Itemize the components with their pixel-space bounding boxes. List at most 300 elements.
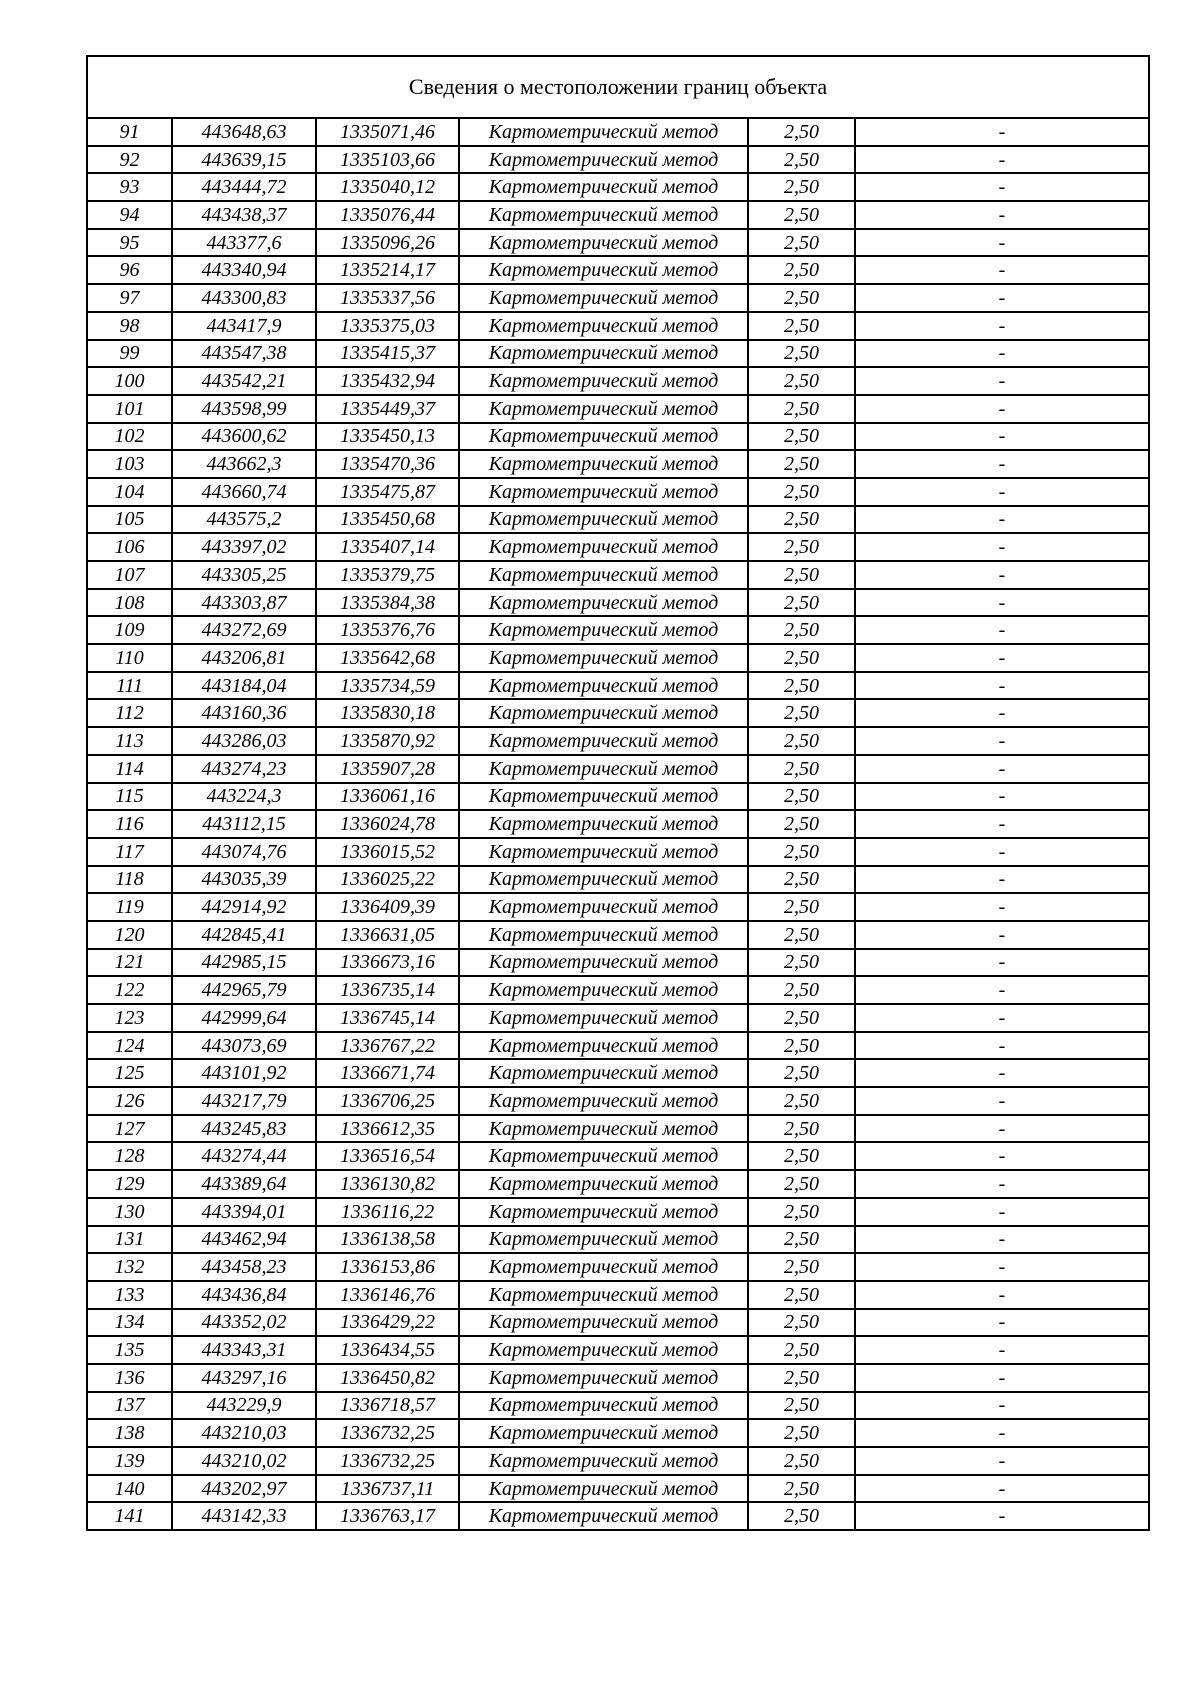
point-number-cell: 98 [87, 312, 172, 340]
point-number-cell: 113 [87, 727, 172, 755]
table-row [87, 1115, 1149, 1143]
accuracy-cell: 2,50 [748, 699, 855, 727]
method-cell: Картометрический метод [459, 589, 748, 617]
x-coordinate-cell: 443286,03 [172, 727, 316, 755]
x-coordinate-cell: 443300,83 [172, 284, 316, 312]
point-number-cell: 131 [87, 1226, 172, 1254]
accuracy-cell: 2,50 [748, 1392, 855, 1420]
description-cell: - [855, 1004, 1149, 1032]
x-coordinate-cell: 443660,74 [172, 478, 316, 506]
method-cell: Картометрический метод [459, 921, 748, 949]
y-coordinate-cell: 1336024,78 [316, 810, 459, 838]
method-cell: Картометрический метод [459, 450, 748, 478]
table-row [87, 866, 1149, 894]
description-cell: - [855, 423, 1149, 451]
x-coordinate-cell: 443389,64 [172, 1170, 316, 1198]
table-row [87, 1281, 1149, 1309]
accuracy-cell: 2,50 [748, 1364, 855, 1392]
accuracy-cell: 2,50 [748, 340, 855, 368]
method-cell: Картометрический метод [459, 312, 748, 340]
y-coordinate-cell: 1336130,82 [316, 1170, 459, 1198]
table-title-row [87, 56, 1149, 118]
point-number-cell: 136 [87, 1364, 172, 1392]
y-coordinate-cell: 1336671,74 [316, 1059, 459, 1087]
point-number-cell: 119 [87, 893, 172, 921]
y-coordinate-cell: 1336732,25 [316, 1419, 459, 1447]
accuracy-cell: 2,50 [748, 478, 855, 506]
description-cell: - [855, 727, 1149, 755]
accuracy-cell: 2,50 [748, 949, 855, 977]
point-number-cell: 93 [87, 173, 172, 201]
point-number-cell: 91 [87, 118, 172, 146]
y-coordinate-cell: 1336718,57 [316, 1392, 459, 1420]
method-cell: Картометрический метод [459, 367, 748, 395]
method-cell: Картометрический метод [459, 256, 748, 284]
accuracy-cell: 2,50 [748, 1087, 855, 1115]
point-number-cell: 115 [87, 783, 172, 811]
point-number-cell: 137 [87, 1392, 172, 1420]
point-number-cell: 134 [87, 1309, 172, 1337]
method-cell: Картометрический метод [459, 838, 748, 866]
y-coordinate-cell: 1335337,56 [316, 284, 459, 312]
point-number-cell: 135 [87, 1336, 172, 1364]
accuracy-cell: 2,50 [748, 1253, 855, 1281]
x-coordinate-cell: 443343,31 [172, 1336, 316, 1364]
y-coordinate-cell: 1335379,75 [316, 561, 459, 589]
table-row [87, 118, 1149, 146]
description-cell: - [855, 284, 1149, 312]
method-cell: Картометрический метод [459, 1087, 748, 1115]
description-cell: - [855, 672, 1149, 700]
x-coordinate-cell: 443598,99 [172, 395, 316, 423]
method-cell: Картометрический метод [459, 340, 748, 368]
table-row [87, 1392, 1149, 1420]
description-cell: - [855, 533, 1149, 561]
method-cell: Картометрический метод [459, 1309, 748, 1337]
method-cell: Картометрический метод [459, 755, 748, 783]
method-cell: Картометрический метод [459, 1004, 748, 1032]
point-number-cell: 132 [87, 1253, 172, 1281]
y-coordinate-cell: 1336116,22 [316, 1198, 459, 1226]
y-coordinate-cell: 1335415,37 [316, 340, 459, 368]
description-cell: - [855, 450, 1149, 478]
method-cell: Картометрический метод [459, 423, 748, 451]
accuracy-cell: 2,50 [748, 1004, 855, 1032]
table-row [87, 1309, 1149, 1337]
point-number-cell: 118 [87, 866, 172, 894]
description-cell: - [855, 1475, 1149, 1503]
point-number-cell: 122 [87, 976, 172, 1004]
y-coordinate-cell: 1335907,28 [316, 755, 459, 783]
table-row [87, 1475, 1149, 1503]
y-coordinate-cell: 1336516,54 [316, 1142, 459, 1170]
x-coordinate-cell: 443394,01 [172, 1198, 316, 1226]
y-coordinate-cell: 1336673,16 [316, 949, 459, 977]
x-coordinate-cell: 443202,97 [172, 1475, 316, 1503]
accuracy-cell: 2,50 [748, 1419, 855, 1447]
point-number-cell: 110 [87, 644, 172, 672]
x-coordinate-cell: 443542,21 [172, 367, 316, 395]
point-number-cell: 140 [87, 1475, 172, 1503]
table-row [87, 450, 1149, 478]
point-number-cell: 121 [87, 949, 172, 977]
x-coordinate-cell: 443600,62 [172, 423, 316, 451]
x-coordinate-cell: 442985,15 [172, 949, 316, 977]
accuracy-cell: 2,50 [748, 644, 855, 672]
table-row [87, 1198, 1149, 1226]
accuracy-cell: 2,50 [748, 173, 855, 201]
description-cell: - [855, 589, 1149, 617]
x-coordinate-cell: 443462,94 [172, 1226, 316, 1254]
y-coordinate-cell: 1335450,13 [316, 423, 459, 451]
description-cell: - [855, 1198, 1149, 1226]
x-coordinate-cell: 443206,81 [172, 644, 316, 672]
y-coordinate-cell: 1336612,35 [316, 1115, 459, 1143]
accuracy-cell: 2,50 [748, 1447, 855, 1475]
accuracy-cell: 2,50 [748, 1198, 855, 1226]
table-row [87, 1502, 1149, 1530]
point-number-cell: 101 [87, 395, 172, 423]
y-coordinate-cell: 1335384,38 [316, 589, 459, 617]
point-number-cell: 114 [87, 755, 172, 783]
x-coordinate-cell: 443101,92 [172, 1059, 316, 1087]
accuracy-cell: 2,50 [748, 1059, 855, 1087]
x-coordinate-cell: 443142,33 [172, 1502, 316, 1530]
description-cell: - [855, 893, 1149, 921]
x-coordinate-cell: 443297,16 [172, 1364, 316, 1392]
method-cell: Картометрический метод [459, 478, 748, 506]
point-number-cell: 133 [87, 1281, 172, 1309]
description-cell: - [855, 1059, 1149, 1087]
method-cell: Картометрический метод [459, 893, 748, 921]
table-row [87, 838, 1149, 866]
table-row [87, 1336, 1149, 1364]
document-page [86, 55, 1148, 1531]
table-row [87, 367, 1149, 395]
y-coordinate-cell: 1335432,94 [316, 367, 459, 395]
method-cell: Картометрический метод [459, 1032, 748, 1060]
accuracy-cell: 2,50 [748, 506, 855, 534]
x-coordinate-cell: 443305,25 [172, 561, 316, 589]
y-coordinate-cell: 1336732,25 [316, 1447, 459, 1475]
accuracy-cell: 2,50 [748, 1032, 855, 1060]
x-coordinate-cell: 443210,02 [172, 1447, 316, 1475]
point-number-cell: 102 [87, 423, 172, 451]
method-cell: Картометрический метод [459, 284, 748, 312]
point-number-cell: 107 [87, 561, 172, 589]
accuracy-cell: 2,50 [748, 284, 855, 312]
description-cell: - [855, 699, 1149, 727]
table-row [87, 810, 1149, 838]
table-row [87, 1419, 1149, 1447]
y-coordinate-cell: 1335376,76 [316, 616, 459, 644]
accuracy-cell: 2,50 [748, 395, 855, 423]
accuracy-cell: 2,50 [748, 727, 855, 755]
table-row [87, 561, 1149, 589]
point-number-cell: 97 [87, 284, 172, 312]
table-row [87, 672, 1149, 700]
accuracy-cell: 2,50 [748, 1336, 855, 1364]
x-coordinate-cell: 443547,38 [172, 340, 316, 368]
point-number-cell: 141 [87, 1502, 172, 1530]
y-coordinate-cell: 1336450,82 [316, 1364, 459, 1392]
y-coordinate-cell: 1336015,52 [316, 838, 459, 866]
point-number-cell: 120 [87, 921, 172, 949]
y-coordinate-cell: 1336745,14 [316, 1004, 459, 1032]
table-row [87, 1253, 1149, 1281]
point-number-cell: 125 [87, 1059, 172, 1087]
point-number-cell: 123 [87, 1004, 172, 1032]
description-cell: - [855, 506, 1149, 534]
table-row [87, 783, 1149, 811]
y-coordinate-cell: 1335449,37 [316, 395, 459, 423]
boundary-coordinates-table [86, 55, 1150, 1531]
table-row [87, 1087, 1149, 1115]
method-cell: Картометрический метод [459, 644, 748, 672]
y-coordinate-cell: 1335071,46 [316, 118, 459, 146]
description-cell: - [855, 1032, 1149, 1060]
table-row [87, 478, 1149, 506]
description-cell: - [855, 173, 1149, 201]
description-cell: - [855, 644, 1149, 672]
table-row [87, 1032, 1149, 1060]
method-cell: Картометрический метод [459, 118, 748, 146]
method-cell: Картометрический метод [459, 727, 748, 755]
x-coordinate-cell: 443639,15 [172, 146, 316, 174]
table-row [87, 893, 1149, 921]
method-cell: Картометрический метод [459, 1198, 748, 1226]
description-cell: - [855, 256, 1149, 284]
method-cell: Картометрический метод [459, 1336, 748, 1364]
description-cell: - [855, 478, 1149, 506]
description-cell: - [855, 1226, 1149, 1254]
table-row [87, 146, 1149, 174]
point-number-cell: 139 [87, 1447, 172, 1475]
x-coordinate-cell: 442999,64 [172, 1004, 316, 1032]
y-coordinate-cell: 1336767,22 [316, 1032, 459, 1060]
table-row [87, 921, 1149, 949]
y-coordinate-cell: 1336153,86 [316, 1253, 459, 1281]
y-coordinate-cell: 1335870,92 [316, 727, 459, 755]
table-row [87, 201, 1149, 229]
table-row [87, 976, 1149, 1004]
description-cell: - [855, 395, 1149, 423]
x-coordinate-cell: 443274,44 [172, 1142, 316, 1170]
method-cell: Картометрический метод [459, 146, 748, 174]
x-coordinate-cell: 443377,6 [172, 229, 316, 257]
description-cell: - [855, 229, 1149, 257]
table-row [87, 1226, 1149, 1254]
method-cell: Картометрический метод [459, 1142, 748, 1170]
description-cell: - [855, 146, 1149, 174]
point-number-cell: 112 [87, 699, 172, 727]
x-coordinate-cell: 443112,15 [172, 810, 316, 838]
description-cell: - [855, 838, 1149, 866]
x-coordinate-cell: 443224,3 [172, 783, 316, 811]
x-coordinate-cell: 443210,03 [172, 1419, 316, 1447]
accuracy-cell: 2,50 [748, 256, 855, 284]
method-cell: Картометрический метод [459, 783, 748, 811]
method-cell: Картометрический метод [459, 533, 748, 561]
y-coordinate-cell: 1336631,05 [316, 921, 459, 949]
y-coordinate-cell: 1335470,36 [316, 450, 459, 478]
table-row [87, 340, 1149, 368]
point-number-cell: 96 [87, 256, 172, 284]
table-row [87, 1059, 1149, 1087]
accuracy-cell: 2,50 [748, 118, 855, 146]
method-cell: Картометрический метод [459, 949, 748, 977]
table-row [87, 949, 1149, 977]
y-coordinate-cell: 1335475,87 [316, 478, 459, 506]
accuracy-cell: 2,50 [748, 1475, 855, 1503]
table-body [87, 118, 1149, 1530]
y-coordinate-cell: 1336138,58 [316, 1226, 459, 1254]
method-cell: Картометрический метод [459, 1447, 748, 1475]
x-coordinate-cell: 443458,23 [172, 1253, 316, 1281]
table-row [87, 644, 1149, 672]
description-cell: - [855, 976, 1149, 1004]
y-coordinate-cell: 1336434,55 [316, 1336, 459, 1364]
method-cell: Картометрический метод [459, 699, 748, 727]
method-cell: Картометрический метод [459, 976, 748, 1004]
description-cell: - [855, 1392, 1149, 1420]
x-coordinate-cell: 442965,79 [172, 976, 316, 1004]
x-coordinate-cell: 443575,2 [172, 506, 316, 534]
accuracy-cell: 2,50 [748, 810, 855, 838]
accuracy-cell: 2,50 [748, 1502, 855, 1530]
table-row [87, 699, 1149, 727]
point-number-cell: 130 [87, 1198, 172, 1226]
point-number-cell: 100 [87, 367, 172, 395]
table-row [87, 312, 1149, 340]
x-coordinate-cell: 443074,76 [172, 838, 316, 866]
accuracy-cell: 2,50 [748, 201, 855, 229]
point-number-cell: 104 [87, 478, 172, 506]
y-coordinate-cell: 1335076,44 [316, 201, 459, 229]
accuracy-cell: 2,50 [748, 783, 855, 811]
y-coordinate-cell: 1336146,76 [316, 1281, 459, 1309]
description-cell: - [855, 1087, 1149, 1115]
point-number-cell: 116 [87, 810, 172, 838]
y-coordinate-cell: 1335103,66 [316, 146, 459, 174]
accuracy-cell: 2,50 [748, 450, 855, 478]
method-cell: Картометрический метод [459, 672, 748, 700]
description-cell: - [855, 561, 1149, 589]
point-number-cell: 138 [87, 1419, 172, 1447]
accuracy-cell: 2,50 [748, 976, 855, 1004]
method-cell: Картометрический метод [459, 229, 748, 257]
accuracy-cell: 2,50 [748, 533, 855, 561]
accuracy-cell: 2,50 [748, 1281, 855, 1309]
y-coordinate-cell: 1336409,39 [316, 893, 459, 921]
method-cell: Картометрический метод [459, 561, 748, 589]
accuracy-cell: 2,50 [748, 838, 855, 866]
method-cell: Картометрический метод [459, 1170, 748, 1198]
table-row [87, 506, 1149, 534]
description-cell: - [855, 1447, 1149, 1475]
y-coordinate-cell: 1336737,11 [316, 1475, 459, 1503]
table-row [87, 1447, 1149, 1475]
method-cell: Картометрический метод [459, 1392, 748, 1420]
x-coordinate-cell: 443229,9 [172, 1392, 316, 1420]
description-cell: - [855, 755, 1149, 783]
point-number-cell: 111 [87, 672, 172, 700]
y-coordinate-cell: 1336763,17 [316, 1502, 459, 1530]
x-coordinate-cell: 443073,69 [172, 1032, 316, 1060]
method-cell: Картометрический метод [459, 201, 748, 229]
table-row [87, 284, 1149, 312]
y-coordinate-cell: 1335096,26 [316, 229, 459, 257]
method-cell: Картометрический метод [459, 1419, 748, 1447]
method-cell: Картометрический метод [459, 1059, 748, 1087]
x-coordinate-cell: 443436,84 [172, 1281, 316, 1309]
point-number-cell: 105 [87, 506, 172, 534]
description-cell: - [855, 783, 1149, 811]
y-coordinate-cell: 1335375,03 [316, 312, 459, 340]
table-row [87, 423, 1149, 451]
y-coordinate-cell: 1335830,18 [316, 699, 459, 727]
table-row [87, 229, 1149, 257]
x-coordinate-cell: 443417,9 [172, 312, 316, 340]
x-coordinate-cell: 443303,87 [172, 589, 316, 617]
accuracy-cell: 2,50 [748, 616, 855, 644]
x-coordinate-cell: 443184,04 [172, 672, 316, 700]
method-cell: Картометрический метод [459, 810, 748, 838]
description-cell: - [855, 1419, 1149, 1447]
description-cell: - [855, 118, 1149, 146]
description-cell: - [855, 1253, 1149, 1281]
table-row [87, 1142, 1149, 1170]
accuracy-cell: 2,50 [748, 755, 855, 783]
point-number-cell: 117 [87, 838, 172, 866]
accuracy-cell: 2,50 [748, 893, 855, 921]
description-cell: - [855, 1281, 1149, 1309]
method-cell: Картометрический метод [459, 866, 748, 894]
method-cell: Картометрический метод [459, 173, 748, 201]
y-coordinate-cell: 1336429,22 [316, 1309, 459, 1337]
point-number-cell: 108 [87, 589, 172, 617]
accuracy-cell: 2,50 [748, 146, 855, 174]
accuracy-cell: 2,50 [748, 1115, 855, 1143]
y-coordinate-cell: 1336706,25 [316, 1087, 459, 1115]
x-coordinate-cell: 443340,94 [172, 256, 316, 284]
table-row [87, 727, 1149, 755]
point-number-cell: 106 [87, 533, 172, 561]
y-coordinate-cell: 1335642,68 [316, 644, 459, 672]
accuracy-cell: 2,50 [748, 1226, 855, 1254]
y-coordinate-cell: 1336025,22 [316, 866, 459, 894]
description-cell: - [855, 340, 1149, 368]
description-cell: - [855, 1309, 1149, 1337]
x-coordinate-cell: 443352,02 [172, 1309, 316, 1337]
y-coordinate-cell: 1336735,14 [316, 976, 459, 1004]
method-cell: Картометрический метод [459, 1502, 748, 1530]
x-coordinate-cell: 443035,39 [172, 866, 316, 894]
method-cell: Картометрический метод [459, 506, 748, 534]
point-number-cell: 94 [87, 201, 172, 229]
table-row [87, 589, 1149, 617]
point-number-cell: 127 [87, 1115, 172, 1143]
point-number-cell: 99 [87, 340, 172, 368]
table-row [87, 1004, 1149, 1032]
y-coordinate-cell: 1335214,17 [316, 256, 459, 284]
description-cell: - [855, 810, 1149, 838]
accuracy-cell: 2,50 [748, 1142, 855, 1170]
x-coordinate-cell: 443648,63 [172, 118, 316, 146]
table-row [87, 256, 1149, 284]
point-number-cell: 109 [87, 616, 172, 644]
accuracy-cell: 2,50 [748, 921, 855, 949]
